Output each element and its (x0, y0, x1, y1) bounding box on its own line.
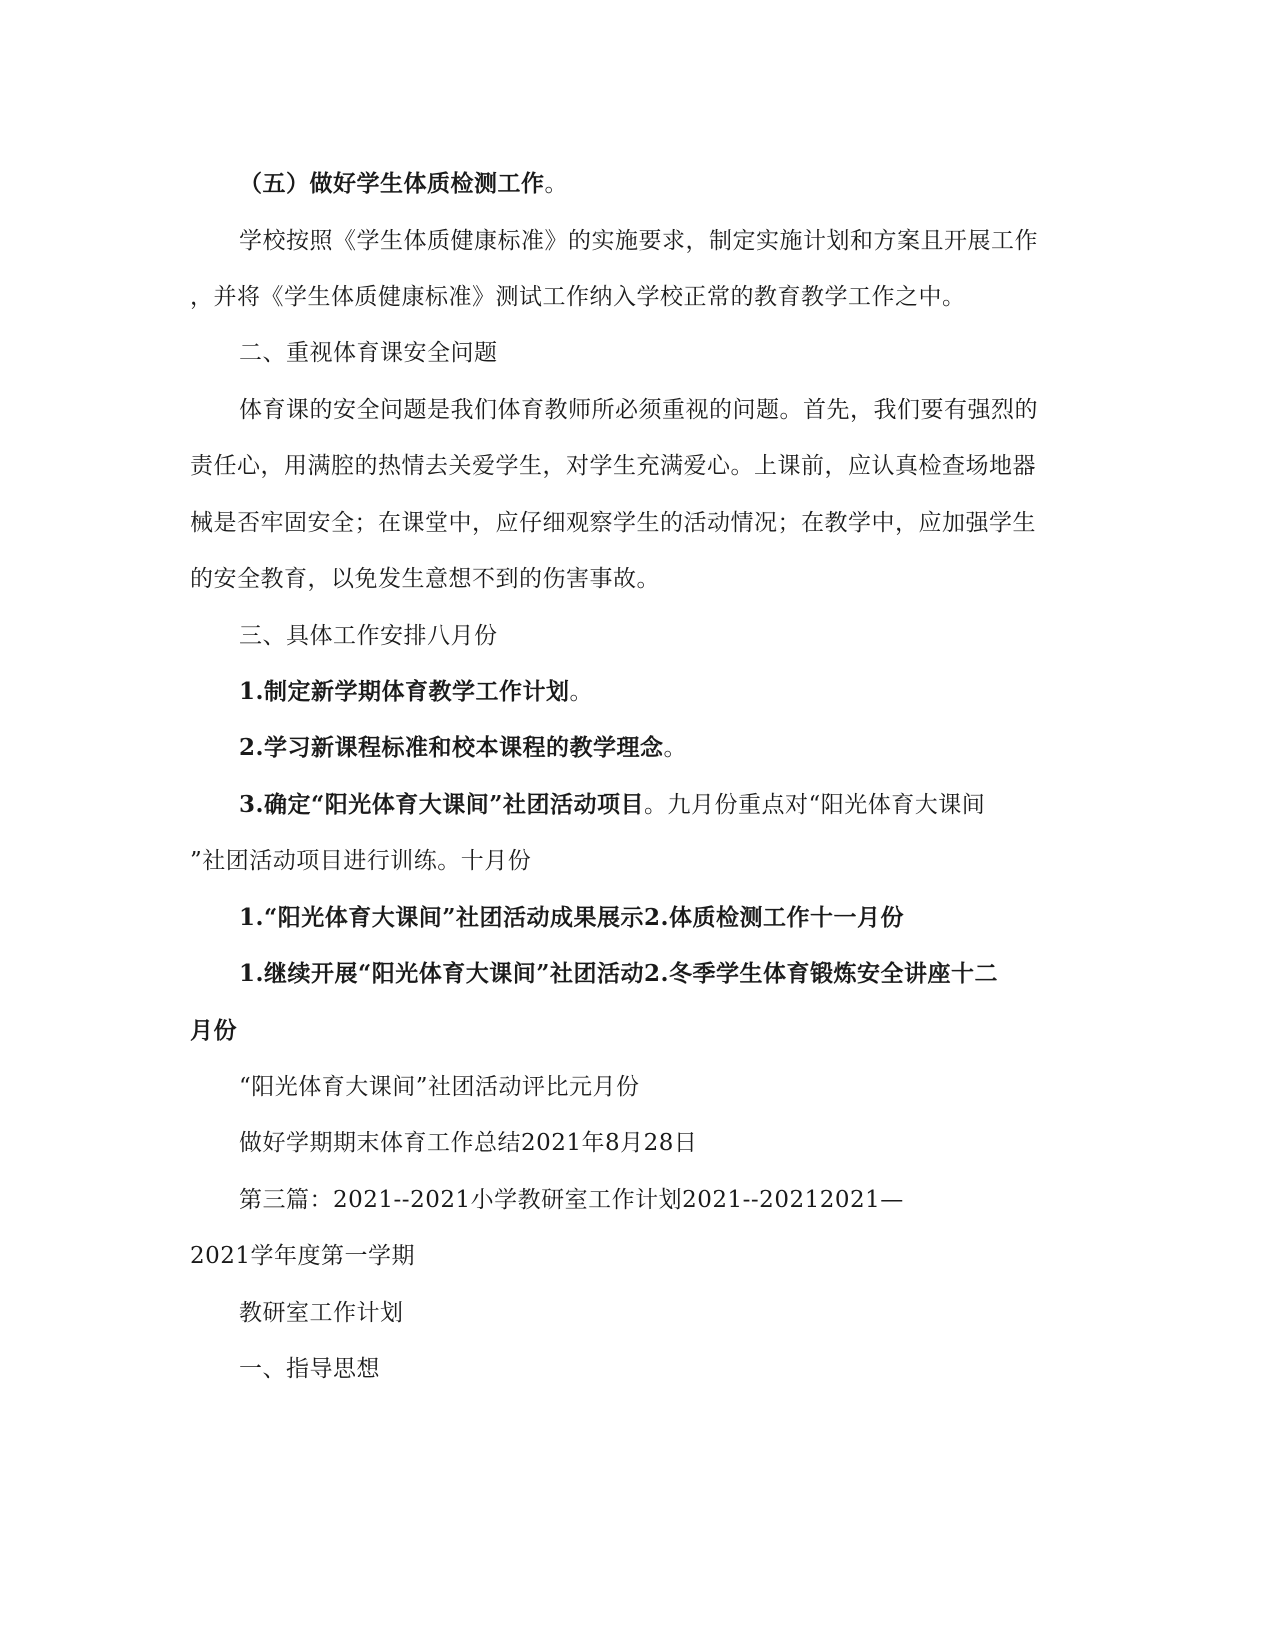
list-item-continuation: 月份 (190, 1017, 237, 1044)
list-item: 1.“阳光体育大课间”社团活动成果展示2.体质检测工作十一月份 (239, 904, 904, 931)
document-subtitle: 教研室工作计划 (239, 1300, 404, 1326)
paragraph-line: “阳光体育大课间”社团活动评比元月份 (239, 1074, 640, 1100)
list-item (239, 677, 593, 707)
section-heading-5 (239, 169, 568, 199)
list-item-punct: 。 (569, 679, 594, 705)
paragraph-line: 做好学期期末体育工作总结2021年8月28日 (239, 1130, 698, 1156)
paragraph-line: 的安全教育，以免发生意想不到的伤害事故。 (190, 566, 660, 592)
paragraph-line: ，并将《学生体质健康标准》测试工作纳入学校正常的教育教学工作之中。 (190, 284, 966, 310)
paragraph-line: 责任心，用满腔的热情去关爱学生，对学生充满爱心。上课前，应认真检查场地器 (190, 453, 1036, 479)
section-heading-3: 三、具体工作安排八月份 (239, 623, 498, 649)
list-item-punct: 。 (663, 735, 688, 761)
heading-text: （五）做好学生体质检测工作 (239, 170, 545, 197)
section-heading-2: 二、重视体育课安全问题 (239, 340, 498, 366)
heading-punct: 。 (544, 171, 568, 197)
paragraph-line: 第三篇：2021--2021小学教研室工作计划2021--20212021— (239, 1187, 904, 1213)
list-item (239, 733, 687, 763)
section-heading-1: 一、指导思想 (239, 1356, 380, 1382)
list-item-text: 3.确定“阳光体育大课间”社团活动项目 (239, 791, 644, 818)
paragraph-line: 学校按照《学生体质健康标准》的实施要求，制定实施计划和方案且开展工作 (239, 228, 1038, 254)
list-item-text: 1.制定新学期体育教学工作计划 (239, 678, 570, 705)
list-item-text: 2.学习新课程标准和校本课程的教学理念 (239, 734, 664, 761)
paragraph-line: 体育课的安全问题是我们体育教师所必须重视的问题。首先，我们要有强烈的 (239, 397, 1038, 423)
list-item (239, 790, 985, 820)
paragraph-line: ”社团活动项目进行训练。十月份 (190, 848, 532, 874)
list-item: 1.继续开展“阳光体育大课间”社团活动2.冬季学生体育锻炼安全讲座十二 (239, 960, 998, 987)
paragraph-line: 2021学年度第一学期 (190, 1243, 416, 1269)
paragraph-line: 械是否牢固安全；在课堂中，应仔细观察学生的活动情况；在教学中，应加强学生 (190, 510, 1036, 536)
list-item-continuation: 。九月份重点对“阳光体育大课间 (643, 792, 986, 818)
